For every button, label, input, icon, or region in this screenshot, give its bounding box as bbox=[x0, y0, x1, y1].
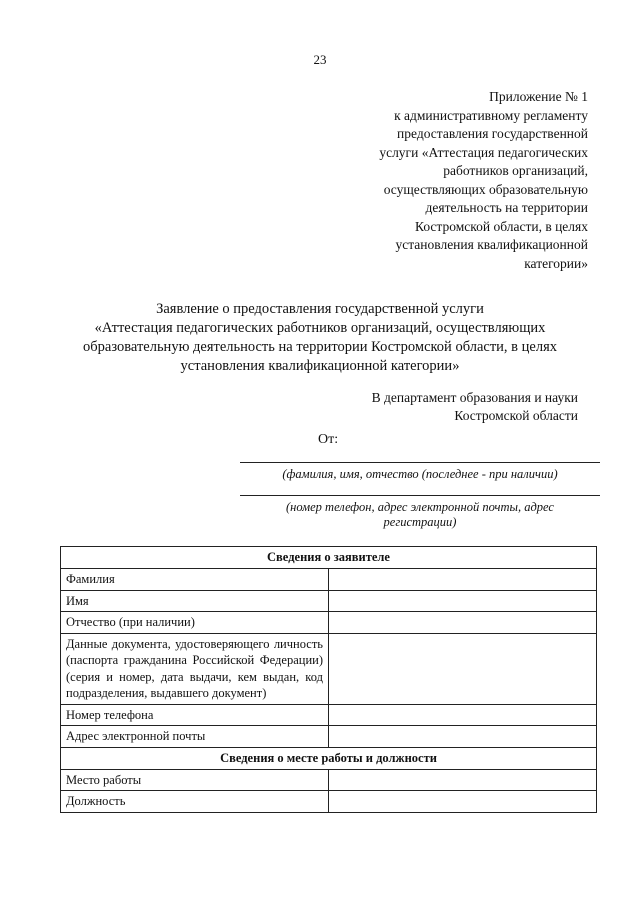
appendix-line: Костромской области, в целях bbox=[414, 218, 588, 234]
document-label: Данные документа, удостоверяющего личность (паспорта гражданина Российской Федерации) (серия и номер, дата выдачи, кем выдан, код подразделения, выдавшего документ) bbox=[61, 633, 329, 704]
patronymic-field[interactable] bbox=[329, 612, 597, 634]
contacts-hint-1: (номер телефон, адрес электронной почты, адрес bbox=[286, 500, 554, 514]
contacts-hint-2: регистрации) bbox=[383, 515, 457, 529]
surname-field[interactable] bbox=[329, 569, 597, 591]
patronymic-label: Отчество (при наличии) bbox=[61, 612, 329, 634]
table-row bbox=[61, 612, 597, 634]
appendix-line: осуществляющих образовательную bbox=[383, 181, 588, 197]
appendix-header bbox=[318, 88, 588, 273]
name-hint: (фамилия, имя, отчество (последнее - при наличии) bbox=[282, 467, 558, 481]
appendix-line: деятельность на территории bbox=[425, 200, 588, 215]
name-field[interactable] bbox=[329, 590, 597, 612]
title-line: образовательную деятельность на территории Костромской области, в целях bbox=[83, 339, 557, 355]
phone-label: Номер телефона bbox=[61, 704, 329, 726]
table-row bbox=[61, 569, 597, 591]
table-row bbox=[61, 791, 597, 813]
document-title bbox=[40, 300, 600, 376]
table-row bbox=[61, 769, 597, 791]
document-field[interactable] bbox=[329, 633, 597, 704]
phone-field[interactable] bbox=[329, 704, 597, 726]
appendix-line: категории» bbox=[524, 255, 588, 271]
table-row bbox=[61, 747, 597, 769]
name-entry-line[interactable] bbox=[240, 462, 600, 463]
appendix-line: установления квалификационной bbox=[395, 237, 588, 252]
recipient-line: В департамент образования и науки bbox=[371, 390, 578, 405]
appendix-line: предоставления государственной bbox=[397, 126, 588, 141]
applicant-info-table bbox=[60, 546, 597, 813]
from-label: От: bbox=[318, 432, 339, 447]
workplace-field[interactable] bbox=[329, 769, 597, 791]
surname-label: Фамилия bbox=[61, 569, 329, 591]
appendix-line: услуги «Аттестация педагогических bbox=[379, 144, 588, 160]
position-label: Должность bbox=[61, 791, 329, 813]
title-line: Заявление о предоставления государственной услуги bbox=[156, 301, 484, 317]
recipient-line: Костромской области bbox=[454, 408, 578, 423]
appendix-line: Приложение № 1 bbox=[489, 89, 588, 104]
table-row bbox=[61, 726, 597, 748]
table-row bbox=[61, 547, 597, 569]
appendix-line: работников организаций, bbox=[443, 163, 588, 178]
contacts-entry-line[interactable] bbox=[240, 495, 600, 496]
table-row bbox=[61, 633, 597, 704]
title-line: «Аттестация педагогических работников организаций, осуществляющих bbox=[94, 320, 546, 336]
email-field[interactable] bbox=[329, 726, 597, 748]
name-label: Имя bbox=[61, 590, 329, 612]
section-applicant-header: Сведения о заявителе bbox=[61, 547, 597, 569]
position-field[interactable] bbox=[329, 791, 597, 813]
title-line: установления квалификационной категории» bbox=[180, 358, 460, 374]
table-row bbox=[61, 590, 597, 612]
section-work-header: Сведения о месте работы и должности bbox=[61, 747, 597, 769]
recipient-block bbox=[318, 389, 578, 425]
workplace-label: Место работы bbox=[61, 769, 329, 791]
table-row bbox=[61, 704, 597, 726]
appendix-line: к административному регламенту bbox=[394, 107, 588, 123]
email-label: Адрес электронной почты bbox=[61, 726, 329, 748]
page-number: 23 bbox=[313, 52, 327, 67]
